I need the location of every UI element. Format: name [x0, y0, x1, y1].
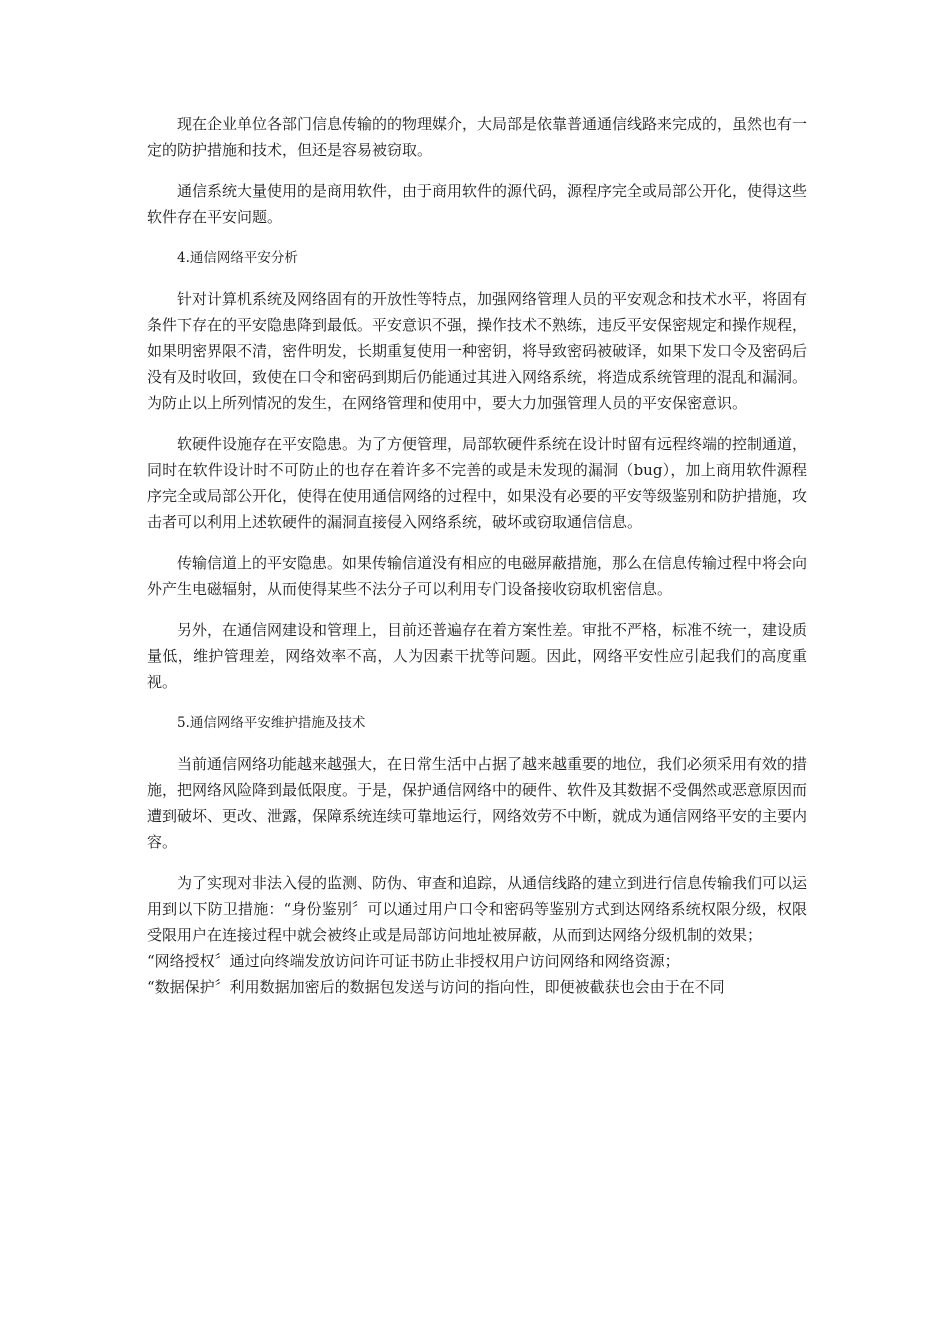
paragraph-physical-media: 现在企业单位各部门信息传输的的物理媒介，大局部是依靠普通通信线路来完成的，虽然也有一定的防护措施和技术，但还是容易被窃取。 — [147, 115, 808, 159]
section-heading-4: 4.通信网络平安分析 — [177, 250, 298, 266]
paragraph-construction-management: 另外，在通信网建设和管理上，目前还普遍存在着方案性差。审批不严格，标准不统一，建设质量低，维护管理差，网络效率不高，人为因素干扰等问题。因此，网络平安性应引起我们的高度重视。 — [147, 621, 808, 691]
paragraph-network-authorization: “网络授权〞通过向终端发放访问许可证书防止非授权用户访问网络和网络资源； — [147, 952, 680, 970]
paragraph-commercial-software: 通信系统大量使用的是商用软件，由于商用软件的源代码，源程序完全或局部公开化，使得这些软件存在平安问题。 — [147, 182, 808, 226]
paragraph-security-awareness: 针对计算机系统及网络固有的开放性等特点，加强网络管理人员的平安观念和技术水平，将固有条件下存在的平安隐患降到最低。平安意识不强，操作技术不熟练，违反平安保密规定和操作规程，如果明密界限不清，密件明发，长期重复使用一种密钥，将导致密码被破译，如果下发口令及密码后没有及时收回，致使在口令和密码到期后仍能通过其进入网络系统，将造成系统管理的混乱和漏洞。为防止以上所列情况的发生，在网络管理和使用中，要大力加强管理人员的平安保密意识。 — [147, 290, 808, 412]
paragraph-hardware-software-risks: 软硬件设施存在平安隐患。为了方便管理，局部软硬件系统在设计时留有远程终端的控制通道，同时在软件设计时不可防止的也存在着许多不完善的或是未发现的漏洞（bug），加上商用软件源程序完全或局部公开化，使得在使用通信网络的过程中，如果没有必要的平安等级鉴别和防护措施，攻击者可以利用上述软硬件的漏洞直接侵入网络系统，破坏或窃取通信信息。 — [147, 435, 808, 531]
section-heading-5: 5.通信网络平安维护措施及技术 — [177, 715, 366, 731]
paragraph-defense-measures: 为了实现对非法入侵的监测、防伪、审查和追踪，从通信线路的建立到进行信息传输我们可以运用到以下防卫措施：“身份鉴别〞可以通过用户口令和密码等鉴别方式到达网络系统权限分级，权限受限用户在连接过程中就会被终止或是局部访问地址被屏蔽，从而到达网络分级机制的效果； — [147, 874, 808, 944]
document-body — [147, 111, 807, 1000]
paragraph-data-protection: “数据保护〞利用数据加密后的数据包发送与访问的指向性，即便被截获也会由于在不同 — [147, 978, 725, 996]
paragraph-channel-risks: 传输信道上的平安隐患。如果传输信道没有相应的电磁屏蔽措施，那么在信息传输过程中将会向外产生电磁辐射，从而使得某些不法分子可以利用专门设备接收窃取机密信息。 — [147, 554, 808, 598]
paragraph-network-importance: 当前通信网络功能越来越强大，在日常生活中占据了越来越重要的地位，我们必须采用有效的措施，把网络风险降到最低限度。于是，保护通信网络中的硬件、软件及其数据不受偶然或恶意原因而遭到破坏、更改、泄露，保障系统连续可靠地运行，网络效劳不中断，就成为通信网络平安的主要内容。 — [147, 755, 808, 851]
